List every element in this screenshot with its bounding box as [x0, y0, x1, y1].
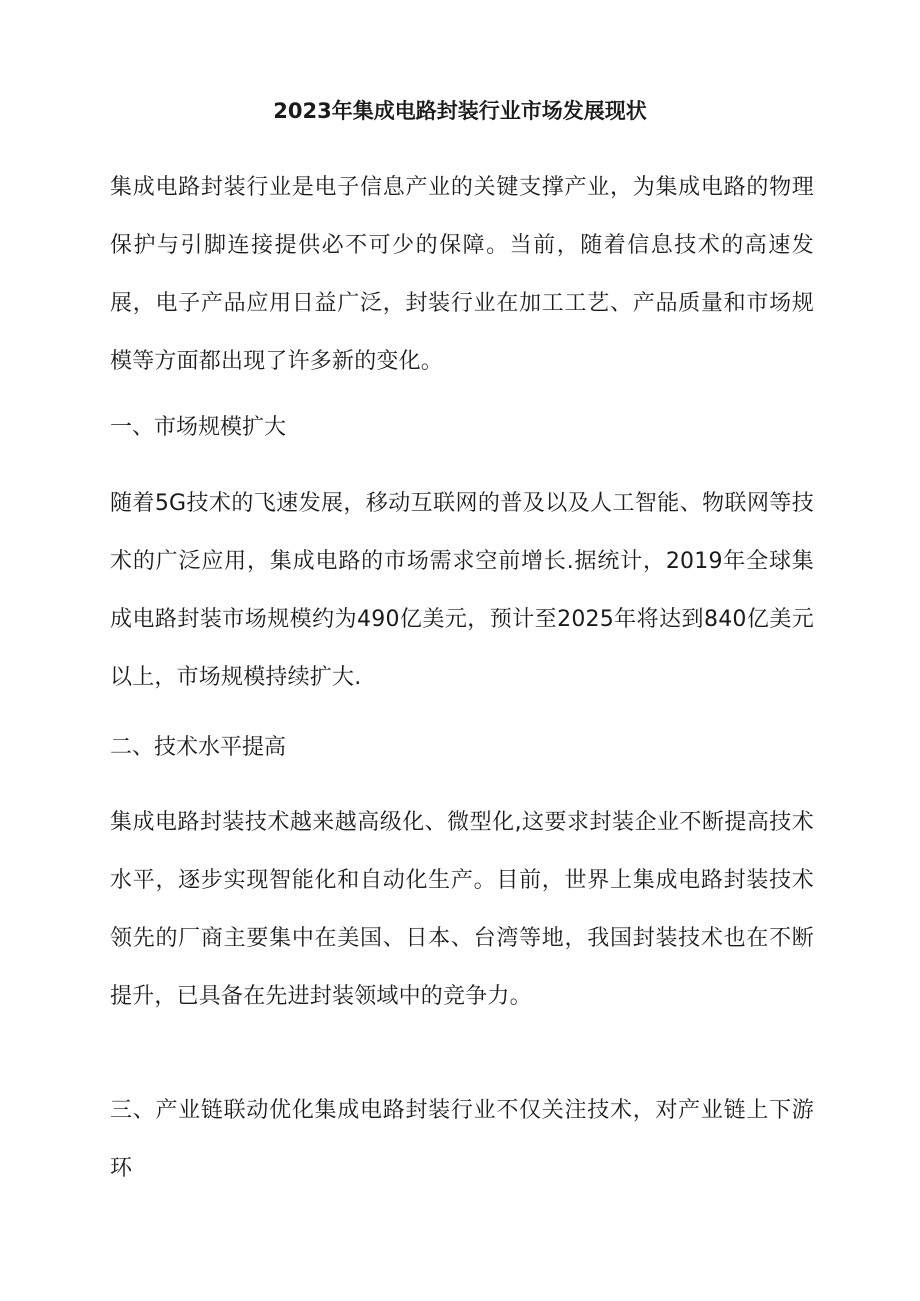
- document-title: 2023年集成电路封装行业市场发展现状: [273, 99, 647, 123]
- intro-paragraph: 集成电路封装行业是电子信息产业的关键支撑产业，为集成电路的物理保护与引脚连接提供必不可少的保障。当前，随着信息技术的高速发展，电子产品应用日益广泛，封装行业在加工工艺、产品质量和市场规模等方面都出现了许多新的变化。: [110, 175, 814, 374]
- section-heading-market-scale: 一、市场规模扩大: [110, 415, 287, 440]
- section-heading-technology-level: 二、技术水平提高: [110, 735, 287, 760]
- market-scale-paragraph: 随着5G技术的飞速发展，移动互联网的普及以及人工智能、物联网等技术的广泛应用，集成电路的市场需求空前增长.据统计，2019年全球集成电路封装市场规模约为490亿美元，预计至2025年将达到840亿美元以上，市场规模持续扩大.: [110, 491, 814, 690]
- technology-level-paragraph: 集成电路封装技术越来越高级化、微型化,这要求封装企业不断提高技术水平，逐步实现智能化和自动化生产。目前，世界上集成电路封装技术领先的厂商主要集中在美国、日本、台湾等地，我国封装技术也在不断提升，已具备在先进封装领域中的竞争力。: [110, 810, 814, 1009]
- industry-chain-paragraph: 三、产业链联动优化集成电路封装行业不仅关注技术，对产业链上下游环: [110, 1098, 814, 1181]
